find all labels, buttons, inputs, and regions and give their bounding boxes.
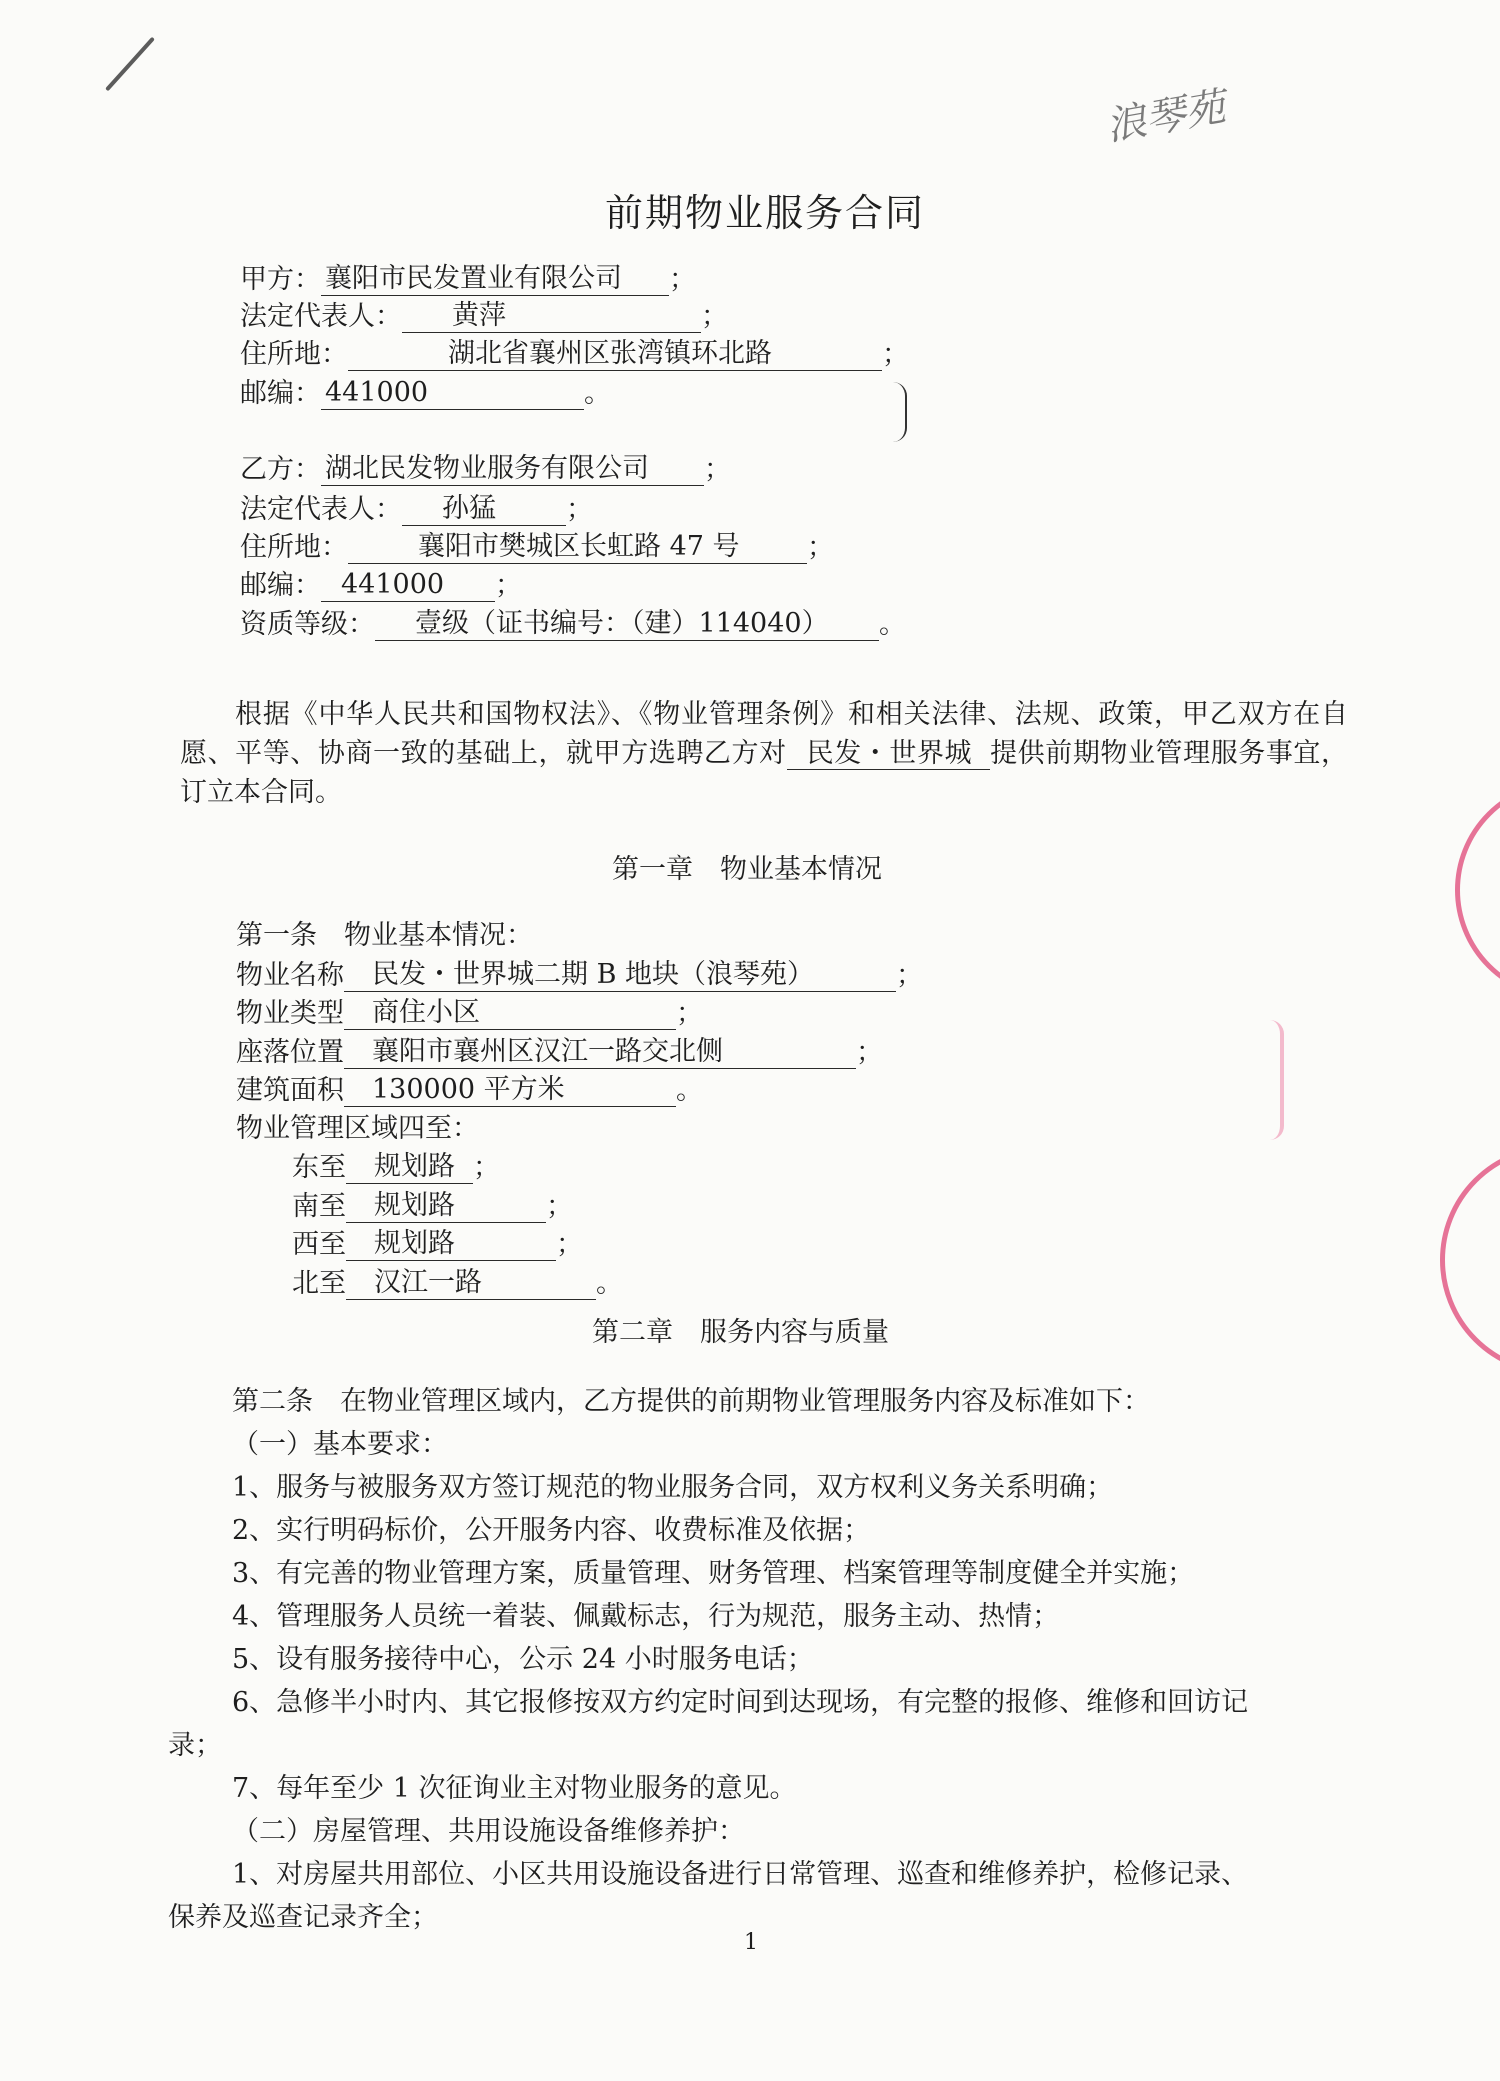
handwritten-note: 浪琴苑 [1102, 83, 1229, 151]
party-b-qualification-line: 资质等级： 壹级（证书编号：（建）114040） 。 [240, 608, 906, 640]
party-b-name: 湖北民发物业服务有限公司 [321, 453, 704, 486]
building-area-line: 建筑面积 130000 平方米 。 [236, 1074, 703, 1106]
party-b-rep: 孙猛 [402, 493, 566, 526]
requirement-item-continuation: 录； [168, 1730, 222, 1761]
boundary-south-line: 南至 规划路 ； [292, 1190, 573, 1222]
party-a-zip-line: 邮编： 441000 。 [240, 377, 611, 409]
boundary-north-line: 北至 汉江一路 。 [292, 1267, 623, 1299]
boundaries-label: 物业管理区域四至： [236, 1113, 479, 1144]
seal-stamp-bottom [1440, 1145, 1500, 1375]
party-a-rep: 黄萍 [402, 300, 701, 333]
party-a-rep-line: 法定代表人： 黄萍 ； [240, 300, 728, 332]
seal-stamp-top [1455, 780, 1500, 1000]
requirement-item: 4、管理服务人员统一着装、佩戴标志，行为规范，服务主动、热情； [232, 1601, 1060, 1632]
article-1-label: 第一条 物业基本情况： [236, 920, 533, 951]
property-name-line: 物业名称 民发・世界城二期 B 地块（浪琴苑） ； [236, 959, 923, 991]
party-a-line: 甲方： 襄阳市民发置业有限公司 ； [240, 263, 696, 295]
property-type-line: 物业类型 商住小区 ； [236, 997, 703, 1029]
requirement-item: 7、每年至少 1 次征询业主对物业服务的意见。 [232, 1773, 797, 1804]
seal-trace [1270, 1020, 1284, 1140]
party-b-zip-line: 邮编： 441000 ； [240, 569, 522, 601]
requirement-item: 6、急修半小时内、其它报修按双方约定时间到达现场，有完整的报修、维修和回访记 [232, 1687, 1249, 1718]
party-b-address: 襄阳市樊城区长虹路 47 号 [348, 531, 807, 564]
housing-item-continuation: 保养及巡查记录齐全； [168, 1902, 438, 1933]
boundary-south: 规划路 [346, 1190, 546, 1223]
party-a-name: 襄阳市民发置业有限公司 [321, 263, 669, 296]
boundary-west: 规划路 [346, 1228, 556, 1261]
property-location: 襄阳市襄州区汉江一路交北侧 [344, 1036, 856, 1069]
party-a-address: 湖北省襄州区张湾镇环北路 [348, 338, 882, 371]
party-b-address-line: 住所地： 襄阳市樊城区长虹路 47 号 ； [240, 531, 834, 563]
party-a-zip: 441000 [321, 377, 584, 410]
requirement-item: 5、设有服务接待中心，公示 24 小时服务电话； [232, 1644, 814, 1675]
project-name: 民发・世界城 [787, 738, 990, 770]
party-b-line: 乙方： 湖北民发物业服务有限公司 ； [240, 453, 731, 485]
party-b-zip: 441000 [321, 569, 495, 602]
property-type: 商住小区 [344, 997, 676, 1030]
party-b-qualification: 壹级（证书编号：（建）114040） [375, 608, 879, 641]
basic-requirements-label: （一）基本要求： [232, 1429, 448, 1460]
article-2-text: 第二条 在物业管理区域内，乙方提供的前期物业管理服务内容及标准如下： [232, 1386, 1150, 1417]
intro-paragraph: 根据《中华人民共和国物权法》、《物业管理条例》和相关法律、法规、政策，甲乙双方在自愿、平等、协商一致的基础上，就甲方选聘乙方对 民发・世界城 提供前期物业管理服务事宜，订立本合同。 [180, 699, 1349, 808]
requirement-item: 1、服务与被服务双方签订规范的物业服务合同，双方权利义务关系明确； [232, 1472, 1114, 1503]
pen-mark [893, 382, 907, 442]
chapter-2-heading: 第二章 服务内容与质量 [592, 1317, 889, 1348]
housing-maintenance-label: （二）房屋管理、共用设施设备维修养护： [232, 1816, 745, 1847]
boundary-north: 汉江一路 [346, 1267, 596, 1300]
building-area: 130000 平方米 [344, 1074, 676, 1107]
chapter-1-heading: 第一章 物业基本情况 [612, 854, 882, 885]
requirement-item: 3、有完善的物业管理方案，质量管理、财务管理、档案管理等制度健全并实施； [232, 1558, 1195, 1589]
boundary-west-line: 西至 规划路 ； [292, 1228, 583, 1260]
boundary-east: 规划路 [346, 1151, 473, 1184]
party-a-address-line: 住所地： 湖北省襄州区张湾镇环北路 ； [240, 338, 909, 370]
property-location-line: 座落位置 襄阳市襄州区汉江一路交北侧 ； [236, 1036, 883, 1068]
housing-item: 1、对房屋共用部位、小区共用设施设备进行日常管理、巡查和维修养护，检修记录、 [232, 1859, 1249, 1890]
page-number: 1 [744, 1930, 758, 1955]
party-b-rep-line: 法定代表人： 孙猛 ； [240, 493, 593, 525]
property-name: 民发・世界城二期 B 地块（浪琴苑） [344, 959, 896, 992]
boundary-east-line: 东至 规划路 ； [292, 1151, 500, 1183]
chapter-2-body [168, 1380, 1348, 1939]
requirement-item: 2、实行明码标价，公开服务内容、收费标准及依据； [232, 1515, 871, 1546]
staple-mark [105, 37, 155, 92]
document-title: 前期物业服务合同 [605, 191, 926, 235]
